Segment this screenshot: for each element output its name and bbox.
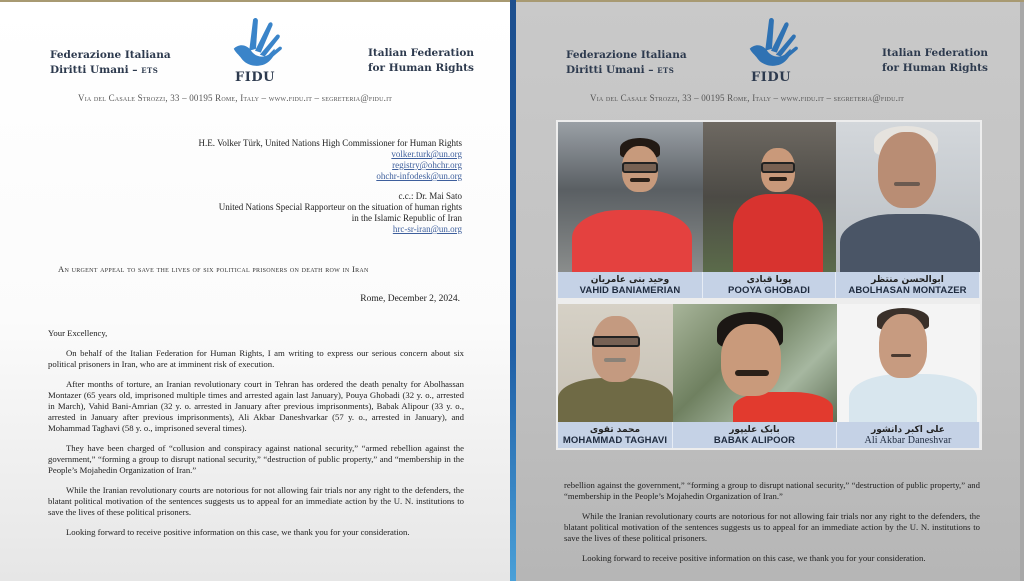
prisoner-name-farsi: علی اکبر دانشور <box>871 425 945 435</box>
email-link[interactable]: volker.turk@un.org <box>391 149 462 159</box>
org-name-italian <box>566 48 687 78</box>
paragraph: Looking forward to receive positive information on this case, we thank you for your consideration. <box>66 527 410 537</box>
prisoner-name-label <box>558 272 703 298</box>
prisoner-photo <box>673 304 837 422</box>
org-suffix: ETS <box>141 66 159 75</box>
org-name-it-line2: Diritti Umani – <box>566 64 654 76</box>
prisoner-card <box>837 304 980 448</box>
prisoner-photo-grid <box>556 120 982 450</box>
letter-body <box>564 480 980 573</box>
letter-page-right <box>516 2 1024 581</box>
prisoner-photo <box>836 122 980 272</box>
paragraph: On behalf of the Italian Federation for Human Rights, I am writing to express our serious concern about six political prisoners in Iran, who are at imminent risk of execution. <box>48 348 464 369</box>
paragraph: After months of torture, an Iranian revolutionary court in Tehran has ordered the death penalty for Abolhassan Montazer (65 years old, imprisoned multiple times and arrested again last January), Pouya Ghobadi (32 y. o., arrested in March), Vahid Bani-Amrian (32 y. o. arrested in January after previous imprisonments), Babak Alipour (33 y. o., arrested in January after previous imprisonments), Ali Akbar Daneshvarkar (57 y. o., arrested in January), and Mohammad Taghavi (58 y. o., imprisoned several times). <box>48 379 464 433</box>
prisoner-name-label <box>837 422 980 448</box>
prisoner-name-farsi: ابوالحسن منتظر <box>871 275 944 285</box>
email-link[interactable]: ohchr-infodesk@un.org <box>376 171 462 181</box>
prisoner-card <box>558 304 673 448</box>
prisoner-photo <box>558 304 673 422</box>
prisoner-name-english: VAHID BANIAMERIAN <box>579 285 681 296</box>
logo-text: FIDU <box>751 70 791 85</box>
salutation: Your Excellency, <box>48 328 108 338</box>
fidu-logo <box>225 14 285 85</box>
org-name-it-line1: Federazione Italiana <box>566 49 687 61</box>
letter-subject: An urgent appeal to save the lives of six political prisoners on death row in Iran <box>58 264 369 274</box>
email-link[interactable]: registry@ohchr.org <box>392 160 462 170</box>
org-name-italian <box>50 48 171 78</box>
prisoner-card <box>673 304 837 448</box>
paragraph: Looking forward to receive positive information on this case, we thank you for your consideration. <box>582 553 926 563</box>
prisoner-name-label <box>673 422 837 448</box>
prisoner-name-label <box>558 422 673 448</box>
org-name-en-line2: for Human Rights <box>368 62 474 74</box>
org-name-it-line2: Diritti Umani – <box>50 64 138 76</box>
recipient-name: H.E. Volker Türk, United Nations High Commissioner for Human Rights <box>198 138 462 148</box>
prisoner-name-english: Ali Akbar Daneshvar <box>864 435 952 446</box>
org-name-english <box>368 46 474 76</box>
fidu-logo <box>741 14 801 85</box>
prisoner-name-english: BABAK ALIPOOR <box>713 435 796 446</box>
org-name-en-line1: Italian Federation <box>368 47 475 59</box>
hand-dove-icon <box>226 14 284 72</box>
prisoner-name-farsi: پویا قبادی <box>746 275 792 285</box>
prisoner-card <box>836 122 980 298</box>
letterhead-address: Via del Casale Strozzi, 33 – 00195 Rome, Italy – www.fidu.it – segreteria@fidu.it <box>590 93 905 103</box>
recipient-block <box>199 138 463 235</box>
prisoner-name-english: MOHAMMAD TAGHAVI <box>562 435 668 446</box>
org-suffix: ETS <box>657 66 675 75</box>
prisoner-photo <box>558 122 703 272</box>
paragraph: While the Iranian revolutionary courts are notorious for not allowing fair trials nor any right to the defenders, the blatant political motivation of the sentences suggests us to appeal for an immediate action by the U. N. institutions to save the lives of these political prisoners. <box>564 511 980 543</box>
cc-line: c.c.: Dr. Mai Sato <box>398 191 462 201</box>
prisoner-photo <box>837 304 980 422</box>
letterhead-address: Via del Casale Strozzi, 33 – 00195 Rome, Italy – www.fidu.it – segreteria@fidu.it <box>78 93 393 103</box>
paragraph: They have been charged of “collusion and conspiracy against national security,” “armed rebellion against the government,” “forming a group to disrupt national security,” “destruction of public property,” and “membership in the People’s Mojahedin Organization of Iran.” <box>48 443 464 475</box>
org-name-it-line1: Federazione Italiana <box>50 49 171 61</box>
letter-date: Rome, December 2, 2024. <box>360 294 460 304</box>
prisoner-photo <box>703 122 836 272</box>
prisoner-name-farsi: وحید بنی عامریان <box>590 275 670 285</box>
cc-title-line2: in the Islamic Republic of Iran <box>351 213 462 223</box>
logo-text: FIDU <box>235 70 275 85</box>
cc-title-line1: United Nations Special Rapporteur on the situation of human rights <box>218 202 462 212</box>
prisoner-name-english: POOYA GHOBADI <box>728 285 810 296</box>
email-link[interactable]: hrc-sr-iran@un.org <box>392 224 462 234</box>
prisoner-name-label <box>836 272 980 298</box>
prisoner-name-english: ABOLHASAN MONTAZER <box>848 285 967 296</box>
prisoner-card <box>558 122 703 298</box>
photo-row <box>558 122 980 298</box>
org-name-english <box>882 46 988 76</box>
org-name-en-line2: for Human Rights <box>882 62 988 74</box>
prisoner-name-farsi: بابک علیپور <box>729 425 780 435</box>
photo-row <box>558 304 980 448</box>
paragraph: rebellion against the government,” “forming a group to disrupt national security,” “destruction of public property,” and “membership in the People’s Mojahedin Organization of Iran.” <box>564 480 980 501</box>
letter-page-left <box>0 2 510 581</box>
prisoner-name-label <box>703 272 836 298</box>
org-name-en-line1: Italian Federation <box>882 47 989 59</box>
letter-body <box>48 328 464 547</box>
hand-dove-icon <box>742 14 800 72</box>
prisoner-card <box>703 122 836 298</box>
prisoner-name-farsi: محمد تقوی <box>589 425 641 435</box>
paragraph: While the Iranian revolutionary courts are notorious for not allowing fair trials nor any right to the defenders, the blatant political motivation of the sentences suggests us to appeal for an immediate action by the U. N. institutions to save the lives of these political prisoners. <box>48 485 464 517</box>
